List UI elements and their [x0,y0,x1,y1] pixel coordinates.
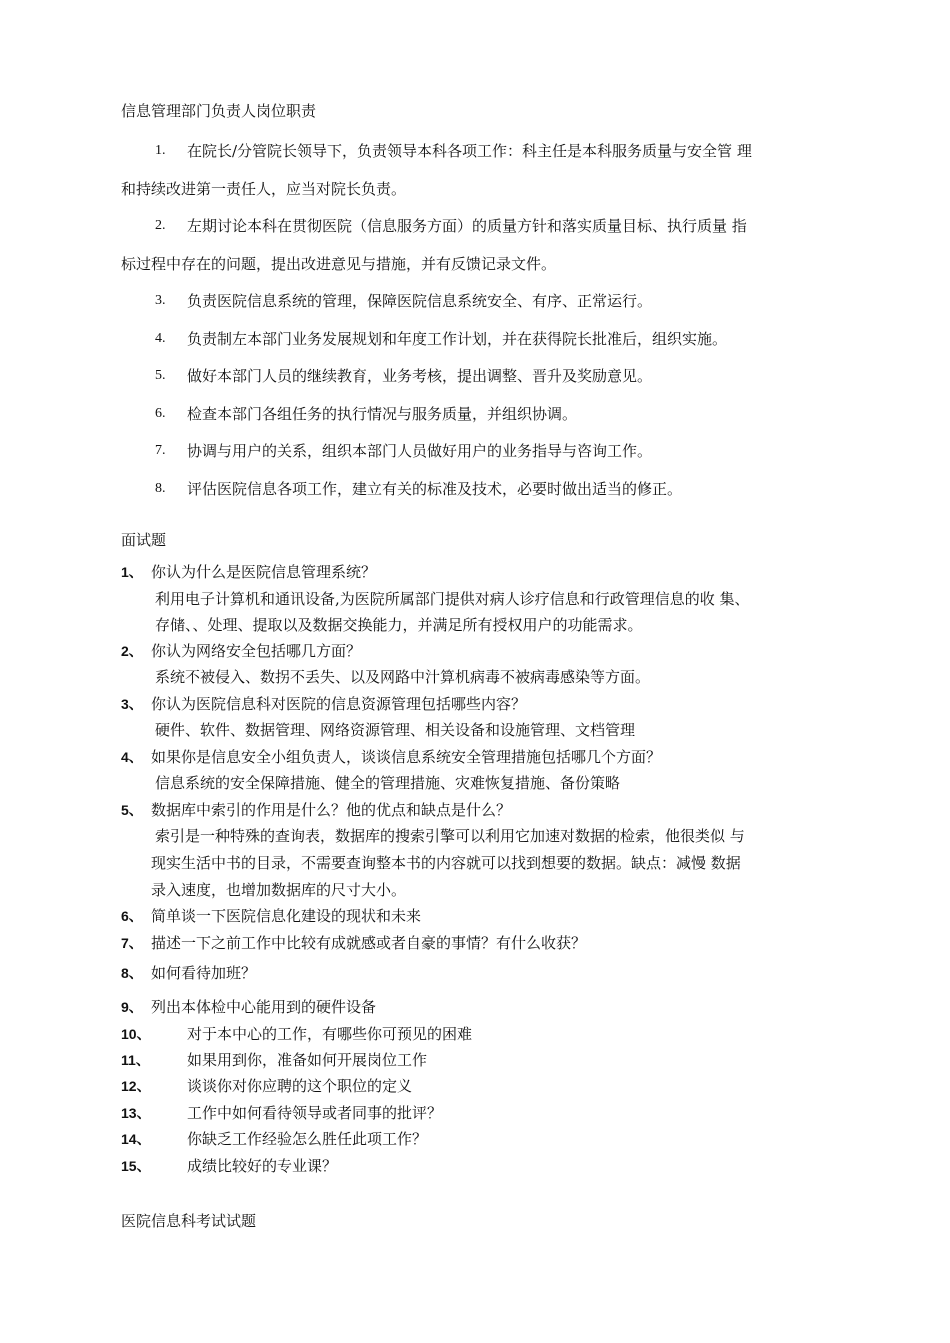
section-title-exam: 医院信息科考试试题 [121,1212,257,1230]
answer-text: 利用电子计算机和通讯设备,为医院所属部门提供对病人诊疗信息和行政管理信息的收 集、 [155,590,750,608]
question-text: 你缺乏工作经验怎么胜任此项工作？ [187,1130,428,1148]
question-number: 5、 [121,802,143,818]
question-number: 4、 [121,749,143,765]
question-number: 3、 [121,696,143,712]
answer-text: 系统不被侵入、数拐不丢失、以及网路中汁算机病毒不被病毒感染等方面。 [155,668,651,686]
duty-text: 负责医院信息系统的管理，保障医院信息系统安全、有序、正常运行。 [187,292,653,310]
duty-number: 5. [155,368,166,383]
question-number: 9、 [121,999,143,1015]
question-text: 如果用到你，准备如何开展岗位工作 [187,1051,428,1069]
duty-text: 在院长/分管院长领导下，负责领导本科各项工作：科主任是本科服务质量与安全管 理 [187,142,752,160]
answer-text: 存储、、处理、提取以及数据交换能力，并满足所有授权用户的功能需求。 [155,616,643,634]
duty-number: 3. [155,293,166,308]
question-number: 15、 [121,1158,151,1174]
question-number: 11、 [121,1052,150,1068]
question-text: 工作中如何看待领导或者同事的批评？ [187,1104,443,1122]
duty-text: 负责制左本部门业务发展规划和年度工作计划，并在获得院长批准后，组织实施。 [187,330,728,348]
question-text: 成绩比较好的专业课？ [187,1157,338,1175]
question-text: 谈谈你对你应聘的这个职位的定义 [187,1077,413,1095]
question-text: 对于本中心的工作，有哪些你可预见的困难 [187,1025,473,1043]
question-text: 你认为网络安全包括哪几方面？ [151,642,362,660]
duty-number: 8. [155,481,166,496]
duty-number: 4. [155,331,166,346]
section-title-interview: 面试题 [121,531,167,549]
question-text: 你认为医院信息科对医院的信息资源管理包括哪些内容？ [151,695,527,713]
duty-text: 做好本部门人员的继续教育，业务考核，提出调整、晋升及奖励意见。 [187,367,653,385]
duty-text: 左期讨论本科在贯彻医院（信息服务方面）的质量方针和落实质量目标、执行质量 指 [187,217,747,235]
duty-number: 2. [155,218,166,233]
question-number: 2、 [121,643,143,659]
duty-number: 7. [155,443,166,458]
answer-text: 索引是一种特殊的查询表，数据库的搜索引擎可以利用它加速对数据的检索，他很类似 与 [155,827,745,845]
question-text: 简单谈一下医院信息化建设的现状和未来 [151,907,422,925]
answer-text: 硬件、软件、数据管理、网络资源管理、相关设备和设施管理、文档管理 [155,721,636,739]
duty-number: 6. [155,406,166,421]
question-text: 描述一下之前工作中比较有成就感或者自豪的事情？有什么收获？ [151,934,587,952]
question-number: 13、 [121,1105,151,1121]
question-text: 数据库中索引的作用是什么？他的优点和缺点是什么？ [151,801,512,819]
question-text: 你认为什么是医院信息管理系统？ [151,563,377,581]
answer-text: 现实生活中书的目录，不需要查询整本书的内容就可以找到想要的数据。缺点：减慢 数据 [151,854,741,872]
question-number: 6、 [121,908,143,924]
question-number: 12、 [121,1078,151,1094]
question-number: 7、 [121,935,143,951]
duty-text: 评估医院信息各项工作，建立有关的标准及技术，必要时做出适当的修正。 [187,480,683,498]
question-number: 14、 [121,1131,151,1147]
answer-text: 信息系统的安全保障措施、健全的管理措施、灾难恢复措施、备份策略 [155,774,621,792]
question-number: 8、 [121,965,143,981]
duty-text: 检查本部门各组任务的执行情况与服务质量，并组织协调。 [187,405,578,423]
question-number: 10、 [121,1026,151,1042]
question-number: 1、 [121,564,143,580]
question-text: 列出本体检中心能用到的硬件设备 [151,998,377,1016]
question-text: 如果你是信息安全小组负责人，谈谈信息系统安全管理措施包括哪几个方面？ [151,748,662,766]
duty-number: 1. [155,143,166,158]
duty-text-continued: 标过程中存在的问题，提出改进意见与措施，并有反馈记录文件。 [121,255,557,273]
section-title-duties: 信息管理部门负责人岗位职责 [121,102,317,120]
question-text: 如何看待加班？ [151,964,257,982]
duty-text-continued: 和持续改进第一责任人，应当对院长负责。 [121,180,407,198]
duty-text: 协调与用户的关系，组织本部门人员做好用户的业务指导与咨询工作。 [187,442,653,460]
answer-text: 录入速度，也增加数据库的尺寸大小。 [151,881,407,899]
